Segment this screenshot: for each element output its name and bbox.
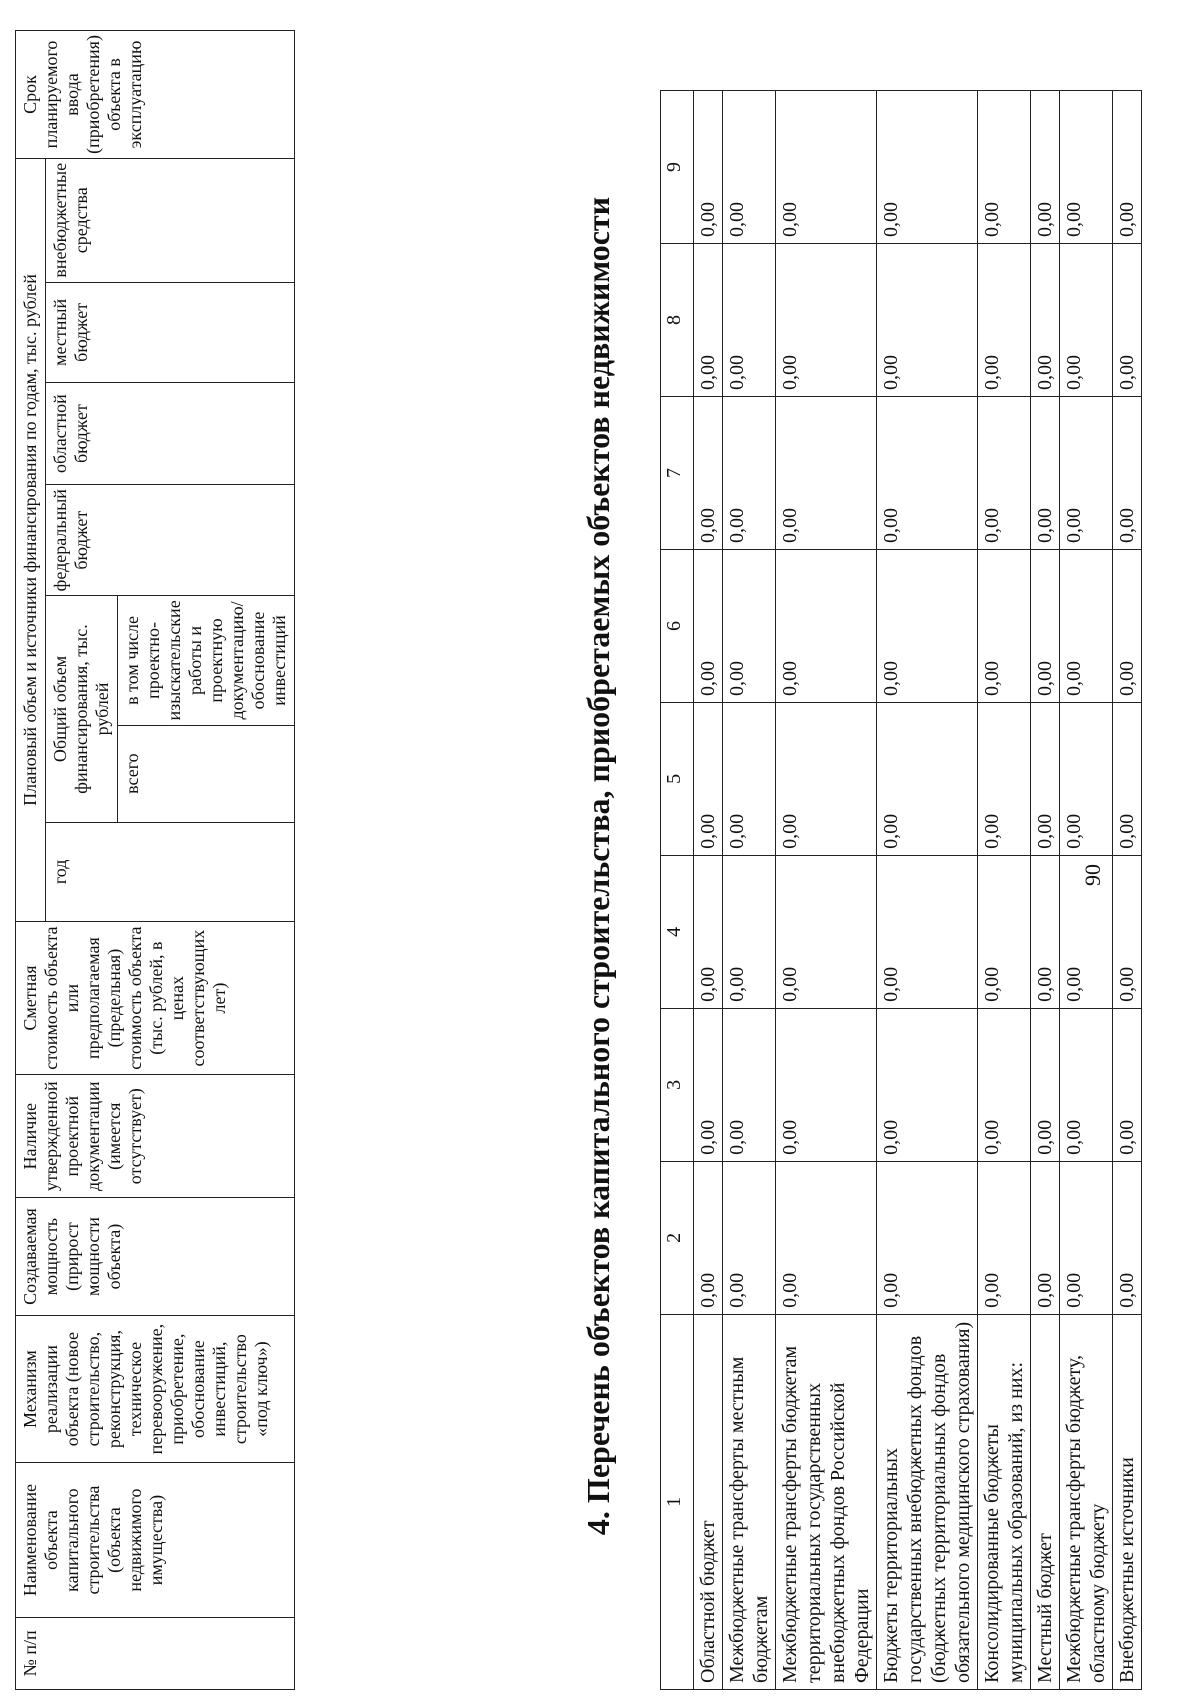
table-row — [1060, 91, 1113, 1690]
col-capacity: Создаваемая мощность (прирост мощности объекта) — [16, 1198, 295, 1315]
col-estimated-cost: Сметная стоимость объекта или предполагаемая (предельная) стоимость объекта (тыс. рублей, в ценах соответствующих лет) — [16, 922, 295, 1075]
row-value: 0,00 — [694, 549, 723, 702]
row-value: 0,00 — [978, 244, 1031, 397]
row-name: Консолидированные бюджеты муниципальных образований, из них: — [978, 1314, 1031, 1689]
row-value: 0,00 — [694, 244, 723, 397]
header-cell: 3 — [661, 1008, 694, 1161]
col-year: год — [46, 822, 295, 921]
row-name: Межбюджетные трансферты бюджетам территориальных государственных внебюджетных фондов Российской Федерации — [776, 1314, 877, 1689]
row-value: 0,00 — [1113, 1161, 1142, 1314]
capital-objects-header-table — [15, 30, 295, 1690]
header-cell: 9 — [661, 91, 694, 244]
row-value: 0,00 — [694, 1161, 723, 1314]
row-value: 0,00 — [877, 397, 978, 550]
row-value: 0,00 — [694, 91, 723, 244]
col-project-docs: Наличие утвержденной проектной документации (имеется отсутствует) — [16, 1075, 295, 1198]
row-value: 0,00 — [694, 397, 723, 550]
table-row — [1031, 91, 1060, 1690]
col-extrabudgetary: внебюджетные средства — [46, 158, 295, 282]
row-value: 0,00 — [723, 1008, 776, 1161]
row-value: 0,00 — [776, 397, 877, 550]
row-value: 0,00 — [776, 855, 877, 1008]
row-value: 0,00 — [978, 397, 1031, 550]
row-value: 0,00 — [723, 1161, 776, 1314]
header-cell: 2 — [661, 1161, 694, 1314]
row-value: 0,00 — [1060, 1008, 1113, 1161]
row-name: Межбюджетные трансферты местным бюджетам — [723, 1314, 776, 1689]
row-value: 0,00 — [776, 1161, 877, 1314]
row-value: 0,00 — [723, 702, 776, 855]
row-value: 0,00 — [776, 1008, 877, 1161]
header-cell: 1 — [661, 1314, 694, 1689]
col-mechanism: Механизм реализации объекта (новое строительство, реконструкция, техническое перевооружение, приобретение, обоснование инвестиций, строительство «под ключ») — [16, 1315, 295, 1463]
row-value: 0,00 — [723, 855, 776, 1008]
col-regional-budget: областной бюджет — [46, 383, 295, 485]
row-value: 0,00 — [1113, 855, 1142, 1008]
row-value: 0,00 — [978, 91, 1031, 244]
col-total-financing: Общий объем финансирования, тыс. рублей — [46, 596, 118, 822]
table-row — [694, 91, 723, 1690]
row-value: 0,00 — [694, 702, 723, 855]
section-title: 4. Перечень объектов капитального строительства, приобретаемых объектов недвижимости — [580, 196, 616, 1536]
header-cell: 6 — [661, 549, 694, 702]
row-value: 0,00 — [723, 549, 776, 702]
row-value: 0,00 — [877, 549, 978, 702]
row-name: Бюджеты территориальных государственных внебюджетных фондов (бюджетных территориальных фондов обязательного медицинского страхования) — [877, 1314, 978, 1689]
row-value: 0,00 — [877, 702, 978, 855]
row-value: 0,00 — [978, 855, 1031, 1008]
row-value: 0,00 — [723, 91, 776, 244]
row-value: 0,00 — [877, 1161, 978, 1314]
financing-sources-table — [660, 90, 1142, 1690]
table-row — [1113, 91, 1142, 1690]
row-value: 0,00 — [1031, 1008, 1060, 1161]
row-value: 0,00 — [1031, 855, 1060, 1008]
header-cell: 8 — [661, 244, 694, 397]
row-name: Внебюджетные источники — [1113, 1314, 1142, 1689]
financing-rows — [694, 91, 1142, 1690]
row-value: 0,00 — [776, 549, 877, 702]
row-value: 0,00 — [1113, 702, 1142, 855]
row-value: 0,00 — [1113, 1008, 1142, 1161]
col-total-all: всего — [118, 725, 295, 822]
row-value: 0,00 — [1060, 855, 1113, 1008]
row-value: 0,00 — [1031, 549, 1060, 702]
row-value: 0,00 — [1031, 91, 1060, 244]
row-value: 0,00 — [1031, 244, 1060, 397]
row-value: 0,00 — [978, 702, 1031, 855]
header-cell: 4 — [661, 855, 694, 1008]
row-value: 0,00 — [1031, 1161, 1060, 1314]
row-value: 0,00 — [694, 1008, 723, 1161]
header-cell: 7 — [661, 397, 694, 550]
page-number: 90 — [1080, 864, 1105, 886]
table-row — [776, 91, 877, 1690]
row-value: 0,00 — [978, 1161, 1031, 1314]
row-value: 0,00 — [776, 91, 877, 244]
row-value: 0,00 — [1113, 91, 1142, 244]
row-value: 0,00 — [776, 244, 877, 397]
row-value: 0,00 — [1113, 549, 1142, 702]
row-name: Местный бюджет — [1031, 1314, 1060, 1689]
header-cell: 5 — [661, 702, 694, 855]
col-number: № п/п — [16, 1617, 295, 1689]
row-value: 0,00 — [877, 244, 978, 397]
col-federal-budget: федеральный бюджет — [46, 485, 295, 596]
row-name: Областной бюджет — [694, 1314, 723, 1689]
table-row — [877, 91, 978, 1690]
row-value: 0,00 — [978, 549, 1031, 702]
table-row — [978, 91, 1031, 1690]
col-object-name: Наименование объекта капитального строительства (объекта недвижимого имущества) — [16, 1463, 295, 1617]
row-value: 0,00 — [1060, 397, 1113, 550]
col-total-incl-design: в том числе проектно-изыскательские работы и проектную документацию/ обоснование инвестиций — [118, 596, 295, 725]
table-row — [723, 91, 776, 1690]
col-planned-financing: Плановый объем и источники финансирования по годам, тыс. рублей — [16, 158, 46, 921]
col-commission-term: Срок планируемого ввода (приобретения) объекта в эксплуатацию — [16, 31, 295, 159]
row-value: 0,00 — [1031, 397, 1060, 550]
row-value: 0,00 — [877, 91, 978, 244]
row-value: 0,00 — [877, 1008, 978, 1161]
col-local-budget: местный бюджет — [46, 282, 295, 382]
row-value: 0,00 — [776, 702, 877, 855]
row-value: 0,00 — [723, 397, 776, 550]
row-value: 0,00 — [1113, 244, 1142, 397]
row-value: 0,00 — [1060, 702, 1113, 855]
row-value: 0,00 — [1060, 1161, 1113, 1314]
row-value: 0,00 — [694, 855, 723, 1008]
row-value: 0,00 — [1031, 702, 1060, 855]
row-value: 0,00 — [1060, 549, 1113, 702]
row-value: 0,00 — [877, 855, 978, 1008]
row-value: 0,00 — [1060, 244, 1113, 397]
row-value: 0,00 — [1060, 91, 1113, 244]
row-value: 0,00 — [723, 244, 776, 397]
row-value: 0,00 — [978, 1008, 1031, 1161]
row-value: 0,00 — [1113, 397, 1142, 550]
row-name: Межбюджетные трансферты бюджету, областному бюджету — [1060, 1314, 1113, 1689]
